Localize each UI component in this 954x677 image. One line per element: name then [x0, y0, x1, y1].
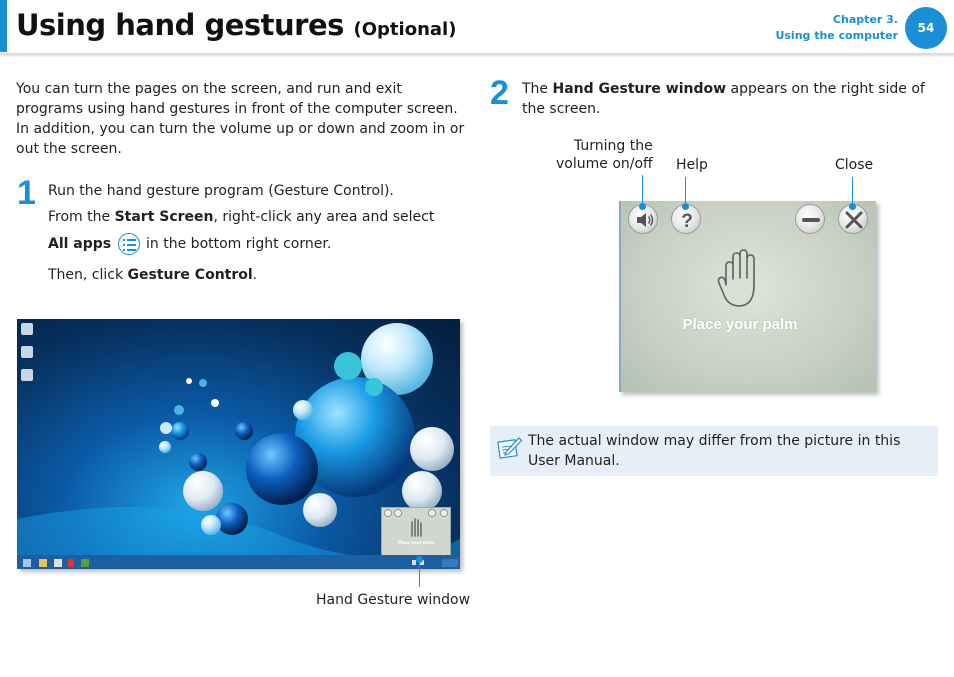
start-screen-term: Start Screen [114, 209, 214, 225]
step-1-number: 1 [17, 174, 36, 212]
help-label: Help [676, 157, 708, 173]
recycle-bin-icon[interactable] [21, 323, 33, 335]
close-pointer-dot [849, 203, 856, 210]
step-1-instructions [48, 181, 468, 291]
minimize-icon [796, 205, 826, 235]
intro-paragraph: You can turn the pages on the screen, and run and exit programs using hand gestures in front of the computer screen. In addition, you can turn the volume up or down and zoom in or out the screen. [16, 81, 465, 157]
chapter-label [775, 12, 898, 44]
step-1-line-4: Then, click Gesture Control. [48, 267, 258, 283]
palm-icon [717, 249, 763, 309]
minimize-button[interactable] [795, 204, 825, 234]
note-pencil-icon [497, 434, 523, 460]
desktop-shortcut-icon[interactable] [21, 369, 33, 381]
note-box [490, 426, 938, 476]
desktop-screenshot [17, 319, 460, 569]
hand-gesture-window-caption: Hand Gesture window [316, 592, 471, 608]
header-accent-bar [0, 0, 7, 52]
taskbar [17, 555, 460, 569]
gesture-control-term: Gesture Control [127, 267, 253, 283]
all-apps-term: All apps [48, 236, 112, 252]
chapter-number: Chapter 3. [832, 13, 898, 26]
page-number-badge: 54 [905, 7, 947, 49]
title-divider [0, 53, 954, 57]
page-title [16, 8, 456, 42]
hand-gesture-window-term: Hand Gesture window [552, 81, 727, 97]
step-1-line-2: From the Start Screen, right-click any area and select [48, 209, 435, 225]
volume-pointer-dot [639, 203, 646, 210]
all-apps-icon [118, 233, 140, 255]
step-1-line-3: All apps in the bottom right corner. [48, 233, 468, 255]
close-label: Close [835, 157, 874, 173]
desktop-shortcut-icon[interactable] [21, 346, 33, 358]
step-2-number: 2 [490, 74, 509, 112]
help-pointer-dot [682, 203, 689, 210]
svg-text:?: ? [681, 211, 693, 232]
hand-gesture-window [619, 201, 876, 392]
page-title-text: Using hand gestures [16, 8, 344, 42]
step-2-instructions: The Hand Gesture window appears on the right side of the screen. [522, 81, 925, 117]
page-title-suffix: (Optional) [353, 19, 457, 40]
caption-pointer-line [419, 559, 420, 587]
chapter-title: Using the computer [775, 29, 898, 42]
hand-gesture-window-thumbnail[interactable] [381, 507, 451, 558]
thumbnail-place-palm-text: Place your palm [397, 540, 435, 545]
volume-label: Turning the volume on/off [556, 138, 653, 172]
place-your-palm-text: Place your palm [682, 316, 798, 333]
step-1-line-1: Run the hand gesture program (Gesture Control). [48, 183, 394, 199]
note-text: The actual window may differ from the picture in this User Manual. [528, 433, 901, 469]
